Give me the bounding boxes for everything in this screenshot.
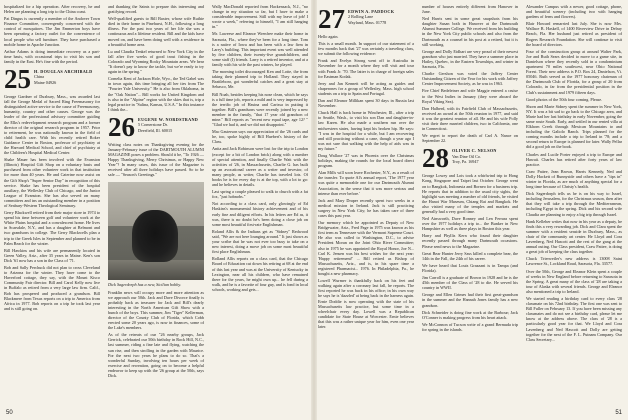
paragraph: Jim Carroll is a graduate of Brown in 1928 and he is the 45th member of the Class of '28 to die. He served his country in WWII. xyxy=(422,275,518,291)
class-header-25 xyxy=(4,64,100,95)
dog-photo xyxy=(108,182,204,280)
paragraph: Gerry Blackwell retired from their major store in 1974 to spend his time between golf and volunteer work at the White Plains hospital and a convalescent home. He lives in Scarsdale, N.Y., and has a daughter at Belmont and two grandsons in college. The Gerry Blackwells plan a trip to the Greek Isles in September and planned to be in Palm Beach for the winter. xyxy=(4,210,100,246)
secretary-info xyxy=(452,146,497,164)
paragraph: Great Bear Hunter Jerry Sass killed a complete bear, the 14th in the Fall, the 24th of his career. xyxy=(422,250,518,261)
paragraph: Chuck Hall is back home in Winchester, Ill., after a trip to Seattle, Wash., to visit his son Dan and daughter-in-law Karen. He also made a southern run over the midwestern states, having kept his broken hip. He says: "I was in the hospital for a while, but I am recovering and still practicing without a cane, though a year ago I was not sure that walking with the help of aids was in my future." xyxy=(318,110,414,151)
paragraph: Bob and Sally Perchuck did not plan to cross Cleveland to Arizona for the winter. They have come to the Haverford cottage, they say, with the Mount Kisco Community Fair director. Bill and Carol Kelly now live in Buffalo as retired from a very large law firm. Calif., Bob has prospered and produced a grandson. Bill Blackmere from Texas reports on a trip to America from Africa in 1977. Bob reports on a trip he took last year and is still going on. xyxy=(4,265,100,311)
greeting: Hello again. xyxy=(318,34,339,39)
secretary-info xyxy=(34,67,92,85)
paragraph: George and Dolly Eidhart are very proud of their newest grandson who just married. They have a summer place in Hatley, Quebec, in the Eastern Townships, and winter in Sarasota, Fla. xyxy=(422,48,518,70)
paragraph: Bill Noah, besides keeping his nose clean, which he says is a full time job, reports a mild and is very impressed by the terrific job of Hasina and Carissa in putting it together. Bill's grandsons were recently joined by a new member in the family, "that 17 year old grandson of mine." Bill reports as "recent new equal tape, age 12? " "Glad we had it, and we did not disappoint." xyxy=(212,91,308,128)
secretary-name: H. DOUGLAS ARCHIBALD xyxy=(34,69,93,75)
address-line: 5 Cornerstone Dr. xyxy=(138,122,168,128)
paragraph: Pat Dingus is currently a member of the Andover Town Finance Committee, convergently concerned with the control of mosquitoes. The Jim Emmerton boys have been operating a factory outlet for the convenience of local people who sell furniture. They have purchased a mobile home in Apache Junction. xyxy=(4,16,100,47)
class-header-28 xyxy=(422,143,518,174)
class-number: 25 xyxy=(4,64,31,95)
paragraph: Well-qualified guests to Bill Baxter, whose wife Ruthie died in their home in Pinehurst, N.H., following a long illness. For the past two years of her life she was a continuous and a lifetime resident. Bill and the kids have moved on, and have been doing well with a residence in a beautiful home area. xyxy=(108,16,204,47)
paragraph: Jerry and Jan Kennett will be acting as guides and chaperones for a group of Wellesley, Mass. high school students on a trip to Spain and Portugal. xyxy=(318,80,414,96)
paragraph: Mr. Laweese and Eleanor Wrenfree make their home in Sarasota, Fla., where they've been for a long time. Tom is a native of Iowa and has been with a law firm in Larry's building. This important event was well attended by five children, their twenty-five grandchildren, and some staff (I) friends. Larry is a retired inventor, and at a family with his wife the past winters, he played. xyxy=(212,31,308,68)
left-column-2 xyxy=(108,4,204,408)
secretary-name: EUGENE W. NORDSTRAND xyxy=(138,116,199,122)
paragraph: Franklin news will occupy more and more attention as we approach our 50th. Jack and Dave Divorce finally is probably back as treasurer for Jack and Bill's dearly interesting in the North American Gift Show with a bunch of the boys. This summer, Jim "Tiger" Kellerman, director of the County Club of Florida, which Cobb erected some 20 years ago, is now in finances, some of the Lake's members. xyxy=(108,289,204,331)
photo-caption: Dick Sagerdorph has a new, Sicilian hobby. xyxy=(108,281,182,287)
paragraph: Our memory which he appointed as Deputy of New Bridgewater, Ariz., Fred Page in 1975 was known as his first term as Tennessee with the Vermont Supreme Court. He also was called to Washington, D.C., to advise President Moran on the Joint Ohio River Committee; also in 1975 he was appointed the Royal Honor, Joe N... Carl K. Jensen was his best wishes for the next year: 'Happy retirement!' ... Bill retired as Bishop of Massachusetts, Ariz., and is, in his spare time a registered Pharmacist... 1976. In Philadelphia, Pa., he bought a new pharmacy. xyxy=(318,220,414,277)
address-line: Deerfield, Ill. 60015 xyxy=(138,127,173,133)
paragraph: Bill Hawkins and his wife are permanently located in Green Valley, Ariz., after 35 years in Maine. Ken's son Dick '61 now has a son in the Class of '71. xyxy=(4,247,100,263)
right-page xyxy=(318,4,624,416)
paragraph: Mac Gasterson says our appreciation of the '26 cards and he, too, spoke highly of Bill Huebert's history of the Class. xyxy=(212,129,308,145)
paragraph: Lowell Wurmer is thankfully back on his feet and walking again after a coronary last fall, he reports. The first reported he was back in his office; in his own way he says he is 'dazzled' at being back in the harness again. Ernie Doddie is now operating with the state of his Massachusetts law practice, but some time in a wheelchair every day. Lowell was a Republican candidate for State House at Worcester. Ernie believes that this was a rather unique year for him, even one year later. xyxy=(318,278,414,329)
class-number: 28 xyxy=(422,143,449,174)
paragraph: We McConnon of Tucson write of a grand Bermuda trip for spring in the islands. xyxy=(422,321,518,332)
paragraph: Fire Chief Bedeleiner and wife Maggie entered a cruise to the West Indies in January (they were aboard the Royal Viking Sea). xyxy=(422,88,518,104)
paragraph: and thanking the Saints to prepare this interesting and gratifying record. xyxy=(108,4,204,15)
paragraph: George and Ellen Grimes had their first great-grandson in the summer and the Hannah Jones family has a new grandson. xyxy=(422,292,518,308)
right-column-1 xyxy=(318,4,414,408)
paragraph: This is a small month. In support of our statement of a few months back that '27 was certainly a traveling class, we submit the following evidence: xyxy=(318,41,414,57)
paragraph: Rolland Allis reports on a class card, that the Chicago Board of Education cut down his retiring at 68 at the end of this last year and was at the University of Kentucky in Lexington, near all his children, who have remained there for the years, he might own up... he fell during a walk, and he is a favorite of four guy, and is fond in local schools, working and gets... xyxy=(212,256,308,292)
address-line: China xyxy=(34,74,45,80)
paragraph: Blair Howard remarried last July. She is now Mrs. Wallace B. Haskell, of 1400 Riverview Drive in Delray Beach, Fla. Her husband just retired as president of Rogers Research Foundation. She will continue to visit the board of directors. xyxy=(526,21,622,47)
address-line: Van Dine Oil Co. xyxy=(452,153,482,159)
paragraph: hospitalized for a hip operation. After recovery, he and Helen are planning a long trip to the China coast. xyxy=(4,4,100,15)
paragraph: Alan Mills will soon leave Rochester, N.Y., as a result of the transfer. To quote Al's annual report, 'The 1977 year was quite a memorable one for our Dartmouth Alumni Association, in the sense that it was more serious and intense than ever before.' xyxy=(318,170,414,196)
paragraph: Lu and Claudia Tenkel returned to New York City in the fall after five weeks of good trout fishing in the Colorado and Wyoming Rocky Mountain areas. We hear "It doesn't pay to know the tackle, but we're ready to try again in the spring." xyxy=(108,48,204,75)
address-line: Maine 04926 xyxy=(34,79,57,85)
paragraph: Chuck Trierweiler's new address is 13008 Saint Lawrence St., Lockland Road, Sarasota, Fla. 33577. xyxy=(526,256,622,267)
photo-ground xyxy=(108,260,204,280)
paragraph: Anita and Jack Robinson were lost for the trip to London (except for a bit of London brick) along with a number of special attention, and finally Charlie Watt with the activities of '26, in Massachusetts, Charlie G. has built up an avocational career as a writer and investor, of many people, as writer, Charlie has traveled lots. Of books he is for every day is at the top, with a lot to go: and he believes in details. xyxy=(212,146,308,188)
left-column-3 xyxy=(212,4,308,408)
paragraph: Don Halberd, with its Fairfield Club of Massachusetts, received an award at the 50th reunion in 1977, and said it was the greatest reunion of all. He and his wife Polly visit their three married children, two in California, one in Connecticut. xyxy=(422,105,518,132)
paragraph: Alexander Campus with a newer, good cottage, phone, and beautiful scenery (including two with hanging gardens of ferns and flowers). xyxy=(526,4,622,20)
page-number: 50 xyxy=(6,410,13,416)
paragraph: Dick Schneider is doing fine work at the Barbour; Jack O'Conner is making progress from his heart attack. xyxy=(422,309,518,320)
page-number: 51 xyxy=(615,410,622,416)
paragraph: We have heard that Louis Grazzani is in Tampa (and Florida). xyxy=(422,262,518,273)
right-column-2 xyxy=(422,4,518,408)
secretary-info xyxy=(348,7,394,25)
paragraph: number of houses entirely different from Hanover in June. xyxy=(422,4,518,15)
paragraph: As of the retreats of our "26 nearby groups, Jack Gerrick, celebrated our 50th birthday in Rock Hill, N.C., last summer, riding a fine late and flying, watching the sun rise, and then strolling in the garden with Maurice. For the next two years he plans to do so. That's a wonderful Sunday, involving ten hours per week of exercise and recreation, going on to become a helpful endeavor to keep up with the '26 group at the 50th, says Dick. xyxy=(108,332,204,379)
left-page xyxy=(4,4,310,416)
address-line: Troy, Pa. 16947 xyxy=(452,159,479,165)
paragraph: George Gardner of Duxbury, Mass., was awarded last fall the George Medal of Sacred Ring Freemasonry for distinguished active service to the cause of Freemasonry, humanity, country and other causes. George was the leader of the professional advisory committee guiding the Elks's redevelopment research program and a former director of the original research program in 1957. Prior to retirement, he was nationally known in the field of child health care. With his recently retired Roker Guidance Center in Boston, professor of psychiatry at the Harvard Medical School, and chief of psychiatry at the Children's Hospital Medical Center. xyxy=(4,94,100,156)
class-header-26 xyxy=(108,111,204,142)
paragraph: Ned Ainsworth, Dave Ronney and Len Ferrara spent over the 1977 holidays a trip to... the Bunker in New Hampshire as well as three plays in Boston this year. xyxy=(422,216,518,232)
paragraph: Wally MacDonald reported from Hackensack, N.J., "no change in my situation so far, but I have to make a considerable improvement. Still with my leave of job! I wrote a week," referring to himself, "I am still hanging in." xyxy=(212,4,308,30)
paragraph: We regret to report the death of Carl A. Nance on September 22. xyxy=(422,133,518,144)
paragraph: Doug Wallace '27 was in Phoenix over the Christmas holidays, making the rounds for the local board direct program. xyxy=(318,152,414,169)
paragraph: Charlie Gershon was voted the Jaffrey Center Outstanding Citizen of the Year for his work with Jaffrey Center Improvement Society, as he was in 1963. xyxy=(422,71,518,87)
secretary-name: EDWIN A. PADDOCK xyxy=(348,9,395,14)
paragraph: Hank Kelleher writes that now in his year as a deputy, he finds this a very rewarding job. Dick and Clara spent the summer with a resident seaside in Duxbury, Mass., as chair of the community art center. He Lloyd and Cora Lavenberg, Ned Hascott and the rest of the gang at the annual outing. Our Class president, Craw Pattee, is doing a great job of keeping the class together. xyxy=(526,218,622,255)
paragraph: Dick Sagerdorph tells us he is on his way to Israel, including Jerusalem, for the Christmas season, then after that they will take a trip through the Mediterranean, including Egypt in the spring. Dick and his second wife Claudia are planning to enjoy a big trip through Israel. xyxy=(526,191,622,217)
paragraph: Shorn and Marie Sidney spent the summer in New York, NY. It was a bit sad to go back to the Chicago area, and Marie had her last birthday in early November, going the same route South. Early, and settled in our rented villa at Elkhorn Creek through Mexican Mountains to and including the Galiolo Ranch. Trips planned for the coming months include a trip to Ireland in '78; and a second return to Europe is planned for later. Wally Pellar did a good job on the book. xyxy=(526,103,622,150)
address-line: 2 Rolling Lane xyxy=(348,14,374,20)
paragraph: George Lowey and Lois took a whirlwind trip to Hong Kong, Singapore and Taipei last October. George went on to Bangkok, Indonesia and Borneo for a business trip. He reports that in addition to the usual city sights, the highlight was meeting a number of old friends, he visited the Hanoi War Museum, Chiang Rai and Bangkok. He also visited many of the temples and markets and generally had a very good time. xyxy=(422,173,518,214)
paragraph: The morning toilet discouraged Ken and Lotte, the from taking their planned trip to Holland. They stayed in Brattleboro, got wonderful catches and a great stay at Sebasco, Me. xyxy=(212,69,308,90)
address-line: Wayland, Mass. 01778 xyxy=(348,19,387,25)
paragraph: Last spring a couple pleased to walk to church with a fat fox, "just hobnobs." xyxy=(212,189,308,200)
paragraph: Craw Pattee, Jean Brown, Harris Kennedy, Ned and Dolly Hackett of Bunnyside and others have a "tips in" winter in Florida, as are much of anything special for a long time because of Christy's health. xyxy=(526,168,622,190)
secretary-name: OLIVER C. NELSON xyxy=(452,148,497,154)
paragraph: Four of the construction group at around Walter Park, Joe and Ruth Sears decided to move to a game site, in Danielson where they recently sold in a condominium apartment 70 miles southwest, near Ohio National Forest. Their new address is P.O. Box 24, Danielson, Vt. 05046. Ruth served as the 1977 honorary chairman of the Dartmouth Club of Florida, for a group of 20 from Colorado, in far from the presidential position in the Club's sustainment and 1979 fifteen days. xyxy=(526,48,622,95)
page-gutter xyxy=(311,0,317,420)
class-header-27 xyxy=(318,4,414,34)
paragraph: Over the 50th, George and Eleanor Klein spent a couple of weeks in New England before returning to Sarasota in the Spring. A great many of the class of '28 are taking a tour of Alaska with several friends. George and Eleanor also mentioned a trip to Ireland. xyxy=(526,268,622,294)
paragraph: Harry and Phyllis Kern who found their daughter recently passed through many Dartmouth occasions. Please send news to the Magazine. xyxy=(422,233,518,249)
paragraph: Roland Allis & the Indians get as "Sidney" Redwood said, "We are not here lounging around." It just shows as your scribe that he was not ever too busy to take on a new interest, doing a move job on some most beautiful first place Englishman. xyxy=(212,228,308,255)
secretary-info xyxy=(138,115,198,133)
paragraph: Cornelia Kent of Jackson Hole, Wyo., the Ted Gabel was in town again, this time bringing all her ties from The "Fourier Yale University." He is also from Oklahoma, in the "Oak Nation"... Bill works for United Kingdom and is also in the "Alpine" region with the skies that is, trip a legal practice in "Salina, Kansas, U.S.A." In this instance I think the... xyxy=(108,76,204,112)
paragraph: Charles and Lucile Porter enjoyed a trip to Europe and Hawaii. Charles has retired after forty years of law practice. xyxy=(526,151,622,167)
paragraph: Not according to a class card, only glowingly of Ed Haskins's monumental history achievement and of his early fine and diligent efforts. In his letters are Ed as, it was, there is no doubt he's been doing a close job on some most beautiful first-rate Englishman. xyxy=(212,201,308,227)
paragraph: Writing class notes on Thanksgiving evening for the January-February issue of the DARTMOUTH ALUMNI MAGAZINE poses a problem. Should it be, "To 1926 — Happy Thanksgiving, Merry Christmas, or Happy New Year"? In many cases, this issue of the Magazine is received after all three holidays have passed. So to be safe — "Season's Greetings." xyxy=(108,141,204,178)
paragraph: Jack and Mary Draper recently spent two weeks in a medical mission in Ireland. Jack is still practicing surgery in New York City; he has taken care of three cases this past year. xyxy=(318,197,414,218)
paragraph: Ned Harris sent in some great snapshots from his daughter Susan both in Hanover at the Dartmouth Alumni Summer College. We received from his building in the New York City public schools and also from the Dartmouth as a counsel in his post at a retired, but it is still working. xyxy=(422,16,518,47)
class-number: 26 xyxy=(108,111,135,142)
black-dog-figure xyxy=(132,210,178,262)
paragraph: We started reading a birthday card to every class '28 classmate on his 72nd birthday. The first one was sent to Bill Fuller on February 13. If you have been missing any classmates and do not see a birthday card, please let me know at the address above. The class of '28 is a particularly good year for that. We Lloyd and Cora Lavenberg and Ned Hascott and Dolly are getting together for the next of the F. L. Putnam Company. Our Class Secretary... xyxy=(526,295,622,342)
class-number: 27 xyxy=(318,4,345,34)
paragraph: Dan and Eleanor Millikan spent 30 days in Russia last November. xyxy=(318,98,414,109)
paragraph: Arthur Adams is doing immediate recovery as a part-time basis, with occasional trips to visit his son and family in the East. He's fine with the period. xyxy=(4,48,100,64)
left-column-1 xyxy=(4,4,100,408)
paragraph: Frank and Evelyn Strong went off to Australia in November for a month where they will visit and tour with Frank Jr. '70. The latter is in charge of foreign sales for Eastman Kodak. xyxy=(318,58,414,79)
paragraph: Good photos of the 50th four coming. Please. xyxy=(526,96,603,102)
paragraph: Shake Mauer has been involved with the Evanston (Illinois) Hospital Gift Shop on a voluntary basis and purchased from other volunteer work in that institution for more than 40 years. He and Caterine now assist on the Gift Shop's "Super Senior Day" in recognition of this service. Shake has been president of the hospital auxiliary, the Wellesley Club of Chicago, and the Junior League of Evanston. She has also served on many committees and ins an outstanding member in a position of Seabury-Western Theological Seminary. xyxy=(4,157,100,208)
right-column-3 xyxy=(526,4,622,408)
